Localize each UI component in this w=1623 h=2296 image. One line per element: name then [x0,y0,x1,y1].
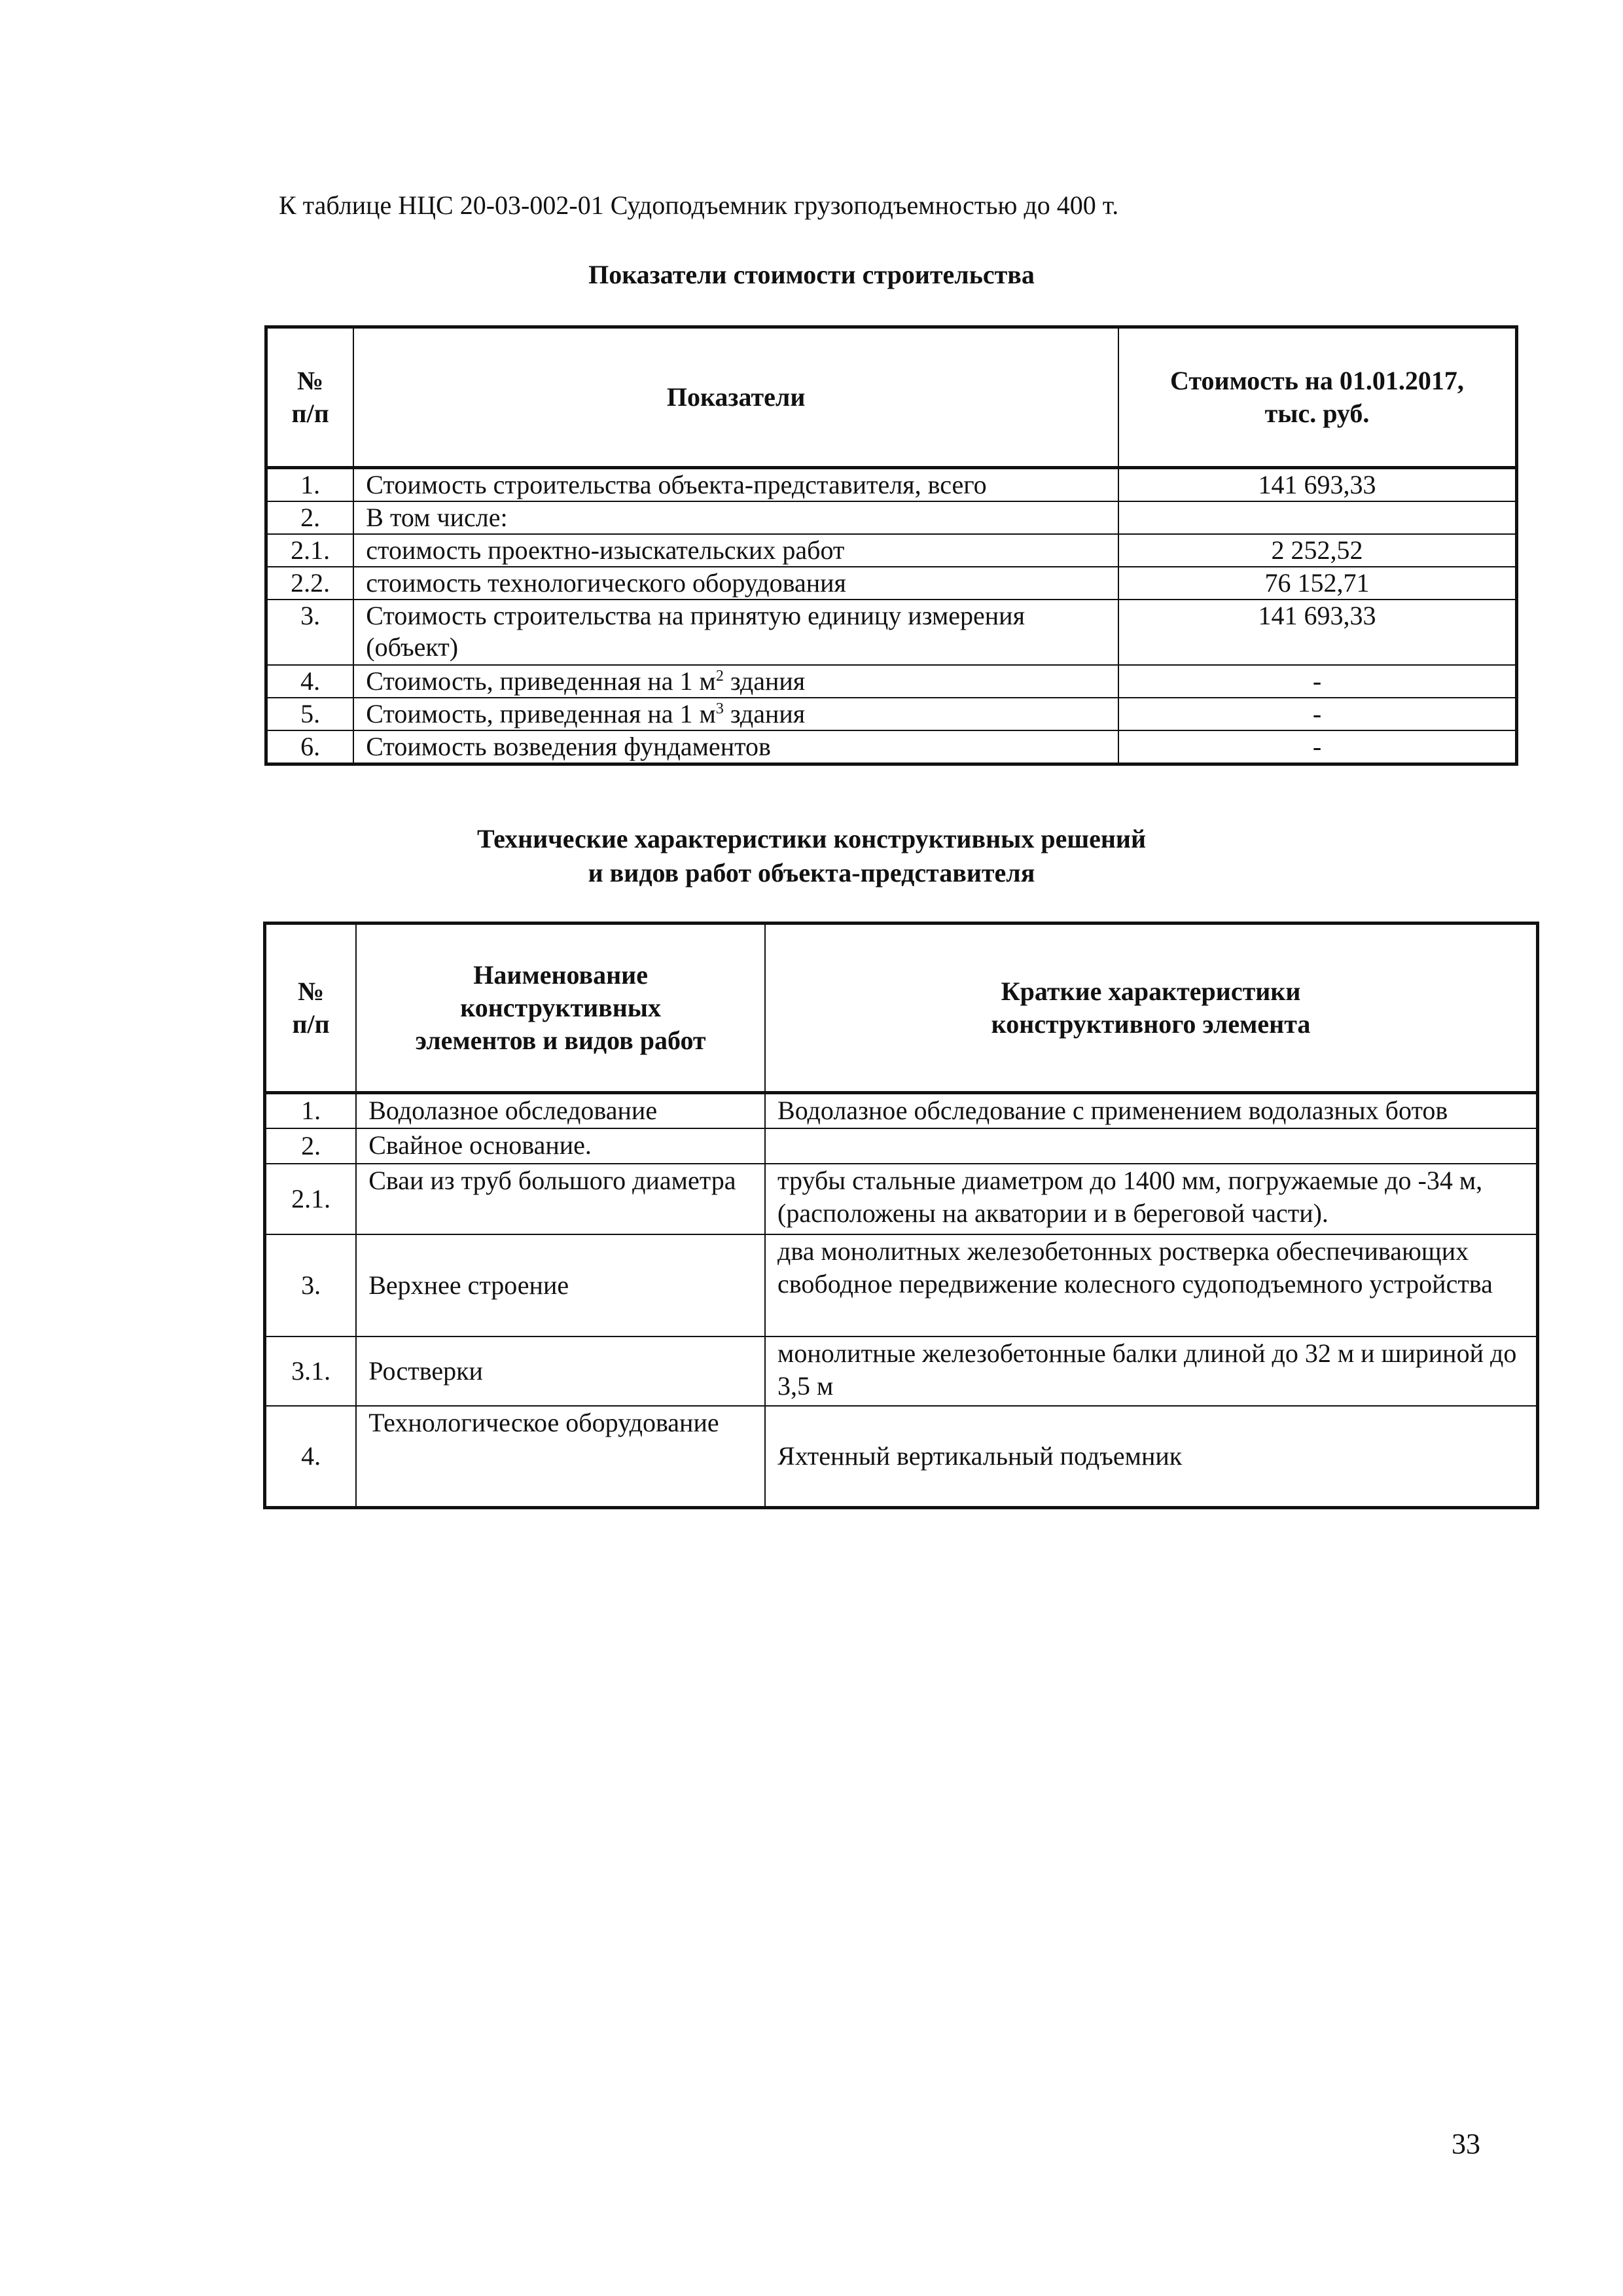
indicator-text-suffix: здания [723,666,806,696]
header-num-line2: п/п [291,399,329,428]
header-desc-line2: конструктивного элемента [991,1009,1311,1039]
row-cost-value: 141 693,33 [1118,468,1517,502]
row-cost-value: - [1118,698,1517,730]
row-number: 2. [265,1128,357,1164]
unit-exponent: 2 [715,668,724,685]
row-cost-value: 141 693,33 [1118,600,1517,665]
header-cost-line1: Стоимость на 01.01.2017, [1170,366,1464,395]
row-element-description: трубы стальные диаметром до 1400 мм, погружаемые до -34 м, (расположены на акватории и в береговой части). [765,1164,1537,1234]
tech-section-title-line1: Технические характеристики конструктивных решений [476,824,1147,853]
column-header-element-name [356,924,765,1093]
row-element-description [765,1128,1537,1164]
table-row [266,567,1517,600]
row-number: 1. [266,468,354,502]
row-number: 6. [266,730,354,764]
table-row [266,600,1517,665]
row-indicator: В том числе: [353,501,1118,534]
row-indicator [353,698,1118,730]
row-indicator: стоимость технологического оборудования [353,567,1118,600]
row-indicator [353,665,1118,698]
page-number: 33 [1452,2128,1480,2160]
row-number: 2.2. [266,567,354,600]
column-header-num [266,327,354,468]
table-row [265,1336,1538,1406]
reference-heading: К таблице НЦС 20-03-002-01 Судоподъемник грузоподъемностью до 400 т. [279,190,1119,220]
cost-section-title: Показатели стоимости строительства [588,260,1035,289]
header-num-line1: № [298,977,325,1006]
row-number: 4. [265,1406,357,1508]
row-cost-value [1118,501,1517,534]
header-num-line1: № [297,366,324,395]
row-element-name: Ростверки [356,1336,765,1406]
row-indicator: Стоимость строительства на принятую единицу измерения (объект) [353,600,1118,665]
row-number: 2.1. [265,1164,357,1234]
row-indicator: стоимость проектно-изыскательских работ [353,534,1118,567]
table-row [265,1093,1538,1128]
row-cost-value: 76 152,71 [1118,567,1517,600]
row-element-name: Технологическое оборудование [356,1406,765,1508]
row-element-description: два монолитных железобетонных ростверка обеспечивающих свободное передвижение колесного судоподъемного устройства [765,1234,1537,1336]
row-number: 3. [265,1234,357,1336]
row-indicator: Стоимость возведения фундаментов [353,730,1118,764]
header-num-line2: п/п [292,1009,330,1039]
column-header-description [765,924,1537,1093]
indicator-text: Стоимость, приведенная на 1 м [366,699,716,728]
row-cost-value: - [1118,665,1517,698]
header-name-line1: Наименование [473,960,648,990]
column-header-cost [1118,327,1517,468]
table-header-row [265,924,1538,1093]
header-name-line2: конструктивных [460,993,662,1022]
row-cost-value: 2 252,52 [1118,534,1517,567]
row-element-name: Верхнее строение [356,1234,765,1336]
cost-indicators-table [264,325,1518,766]
row-indicator: Стоимость строительства объекта-представителя, всего [353,468,1118,502]
row-number: 2. [266,501,354,534]
row-number: 1. [265,1093,357,1128]
header-name-line3: элементов и видов работ [415,1026,706,1055]
table-row [265,1164,1538,1234]
table-row [265,1128,1538,1164]
table-row [266,501,1517,534]
tech-section-title-line2: и видов работ объекта-представителя [588,858,1035,888]
table-row [265,1234,1538,1336]
row-number: 4. [266,665,354,698]
row-element-name: Сваи из труб большого диаметра [356,1164,765,1234]
row-element-name: Свайное основание. [356,1128,765,1164]
table-row [266,534,1517,567]
row-number: 2.1. [266,534,354,567]
table-row [266,665,1517,698]
unit-exponent: 3 [715,700,724,717]
header-desc-line1: Краткие характеристики [1001,977,1301,1006]
row-number: 3.1. [265,1336,357,1406]
table-row [266,698,1517,730]
technical-characteristics-table [263,922,1539,1509]
row-element-description: Водолазное обследование с применением водолазных ботов [765,1093,1537,1128]
column-header-indicators: Показатели [353,327,1118,468]
table-row [266,468,1517,502]
header-cost-line2: тыс. руб. [1264,399,1370,428]
row-number: 5. [266,698,354,730]
row-number: 3. [266,600,354,665]
indicator-text-suffix: здания [723,699,806,728]
row-element-name: Водолазное обследование [356,1093,765,1128]
row-element-description: монолитные железобетонные балки длиной до 32 м и шириной до 3,5 м [765,1336,1537,1406]
table-row [265,1406,1538,1508]
indicator-text: Стоимость, приведенная на 1 м [366,666,716,696]
row-element-description: Яхтенный вертикальный подъемник [765,1406,1537,1508]
table-row [266,730,1517,764]
row-cost-value: - [1118,730,1517,764]
column-header-num [265,924,357,1093]
table-header-row [266,327,1517,468]
